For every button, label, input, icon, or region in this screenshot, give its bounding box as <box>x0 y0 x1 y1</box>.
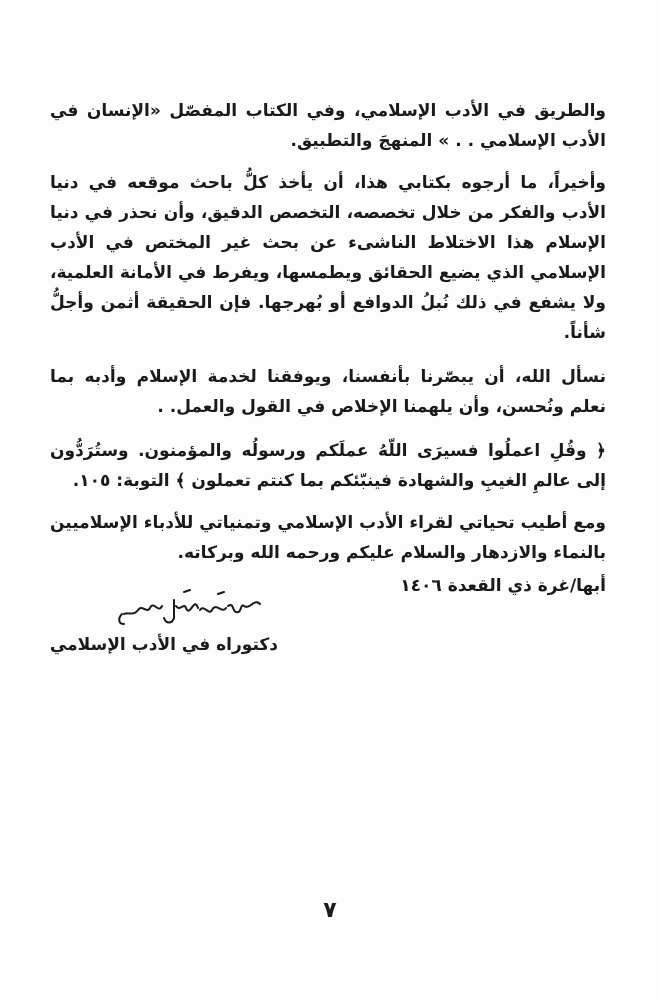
paragraph-2: وأخيراً، ما أرجوه بكتابي هذا، أن يأخذ كلُّ باحث موقعه في دنيا الأدب والفكر من خلال تخصصه، التخصص الدقيق، وأن نحذر في دنيا الإسلام هذا الاختلاط الناشىء عن بحث غير المختص في الأدب الإسلامي الذي يضيع الحقائق ويطمسها، ويفرط في الأمانة العلمية، ولا يشفع في ذلك نُبلُ الدوافع أو بُهرجها. فإن الحقيقة أثمن وأجلُّ شأناً. <box>50 173 606 343</box>
paragraph-3: نسأل الله، أن يبصّرنا بأنفسنا، ويوفقنا لخدمة الإسلام وأدبه بما نعلم ونُحسن، وأن يلهمنا الإخلاص في القول والعمل. . <box>50 367 606 417</box>
paragraph-closing: ومع أطيب تحياتي لقراء الأدب الإسلامي وتمنياتي للأدباء الإسلاميين بالنماء والازدهار والسلام عليكم ورحمه الله وبركاته. <box>50 513 606 563</box>
author-degree: دكتوراه في الأدب الإسلامي <box>49 635 278 655</box>
paragraph-1: والطريق في الأدب الإسلامي، وفي الكتاب المفصّل «الإنسان في الأدب الإسلامي . . » المنهجَ والتطبيق. <box>50 101 606 151</box>
page-number: ٧ <box>323 898 337 923</box>
signature-icon <box>114 584 264 632</box>
dateline: أبها/غرة ذي القعدة ١٤٠٦ <box>400 576 606 596</box>
quran-verse: ﴿ وقُلِ اعملُوا فسيرَى اللّهُ عملَكم ورسولُه والمؤمنون. وستُرَدُّون إلى عالمِ الغيبِ والشهادة فينبّئكم بما كنتم تعملون ﴾ التوبة: ١٠٥. <box>50 441 606 491</box>
handwritten-signature <box>114 584 264 632</box>
body-text <box>50 96 606 582</box>
